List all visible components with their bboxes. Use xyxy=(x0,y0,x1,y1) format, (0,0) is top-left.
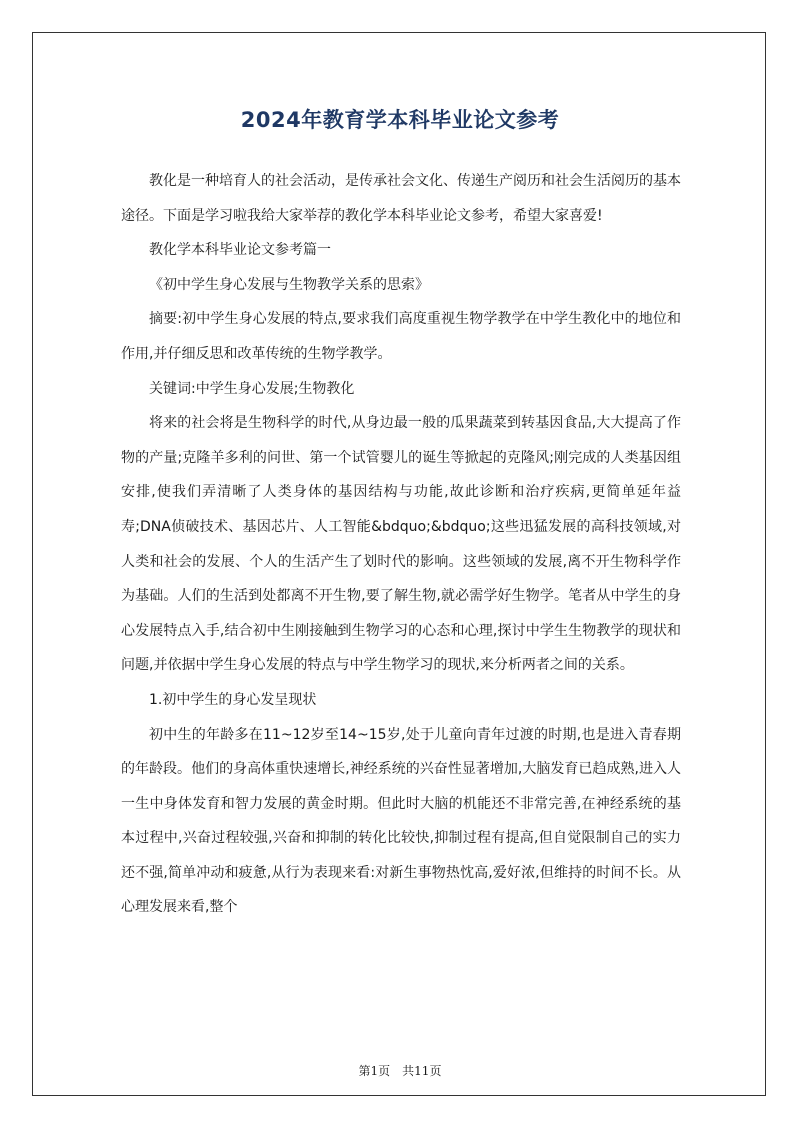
page-total: 共11页 xyxy=(402,1064,442,1078)
document-body xyxy=(121,164,681,925)
intro-paragraph: 教化是一种培育人的社会活动，是传承社会文化、传递生产阅历和社会生活阅历的基本途径。下面是学习啦我给大家举荐的教化学本科毕业论文参考，希望大家喜爱! xyxy=(121,173,681,224)
keywords-paragraph: 关键词:中学生身心发展;生物教化 xyxy=(149,380,355,397)
abstract-paragraph: 摘要:初中学生身心发展的特点,要求我们高度重视生物学教学在中学生教化中的地位和作用,并仔细反思和改革传统的生物学教学。 xyxy=(121,311,681,362)
subsection-heading: 1.初中学生的身心发呈现状 xyxy=(149,691,317,708)
body-paragraph: 初中生的年龄多在11~12岁至14~15岁,处于儿童向青年过渡的时期,也是进入青春期的年龄段。他们的身高体重快速增长,神经系统的兴奋性显著增加,大脑发育已趋成熟,进入人一生中身体发育和智力发展的黄金时期。但此时大脑的机能还不非常完善,在神经系统的基本过程中,兴奋过程较强,兴奋和抑制的转化比较快,抑制过程有提高,但自觉限制自己的实力还不强,简单冲动和疲惫,从行为表现来看:对新生事物热忱高,爱好浓,但维持的时间不长。从心理发展来看,整个 xyxy=(121,726,681,916)
page-footer xyxy=(0,1062,800,1079)
body-paragraph: 将来的社会将是生物科学的时代,从身边最一般的瓜果蔬菜到转基因食品,大大提高了作物的产量;克隆羊多利的问世、第一个试管婴儿的诞生等掀起的克隆风;刚完成的人类基因组安排,使我们弄清晰了人类身体的基因结构与功能,故此诊断和治疗疾病,更简单延年益寿;DNA侦破技术、基因芯片、人工智能&bdquo;&bdquo;这些迅猛发展的高科技领域,对人类和社会的发展、个人的生活产生了划时代的影响。这些领域的发展,离不开生物科学作为基础。人们的生活到处都离不开生物,要了解生物,就必需学好生物学。笔者从中学生的身心发展特点入手,结合初中生刚接触到生物学习的心态和心理,探讨中学生生物教学的现状和问题,并依据中学生身心发展的特点与中学生物学习的现状,来分析两者之间的关系。 xyxy=(121,415,681,674)
article-title: 《初中学生身心发展与生物教学关系的思索》 xyxy=(149,276,429,293)
page-number: 第1页 xyxy=(358,1064,391,1078)
section-heading: 教化学本科毕业论文参考篇一 xyxy=(149,242,331,259)
document-title: 2024年教育学本科毕业论文参考 xyxy=(240,108,560,132)
